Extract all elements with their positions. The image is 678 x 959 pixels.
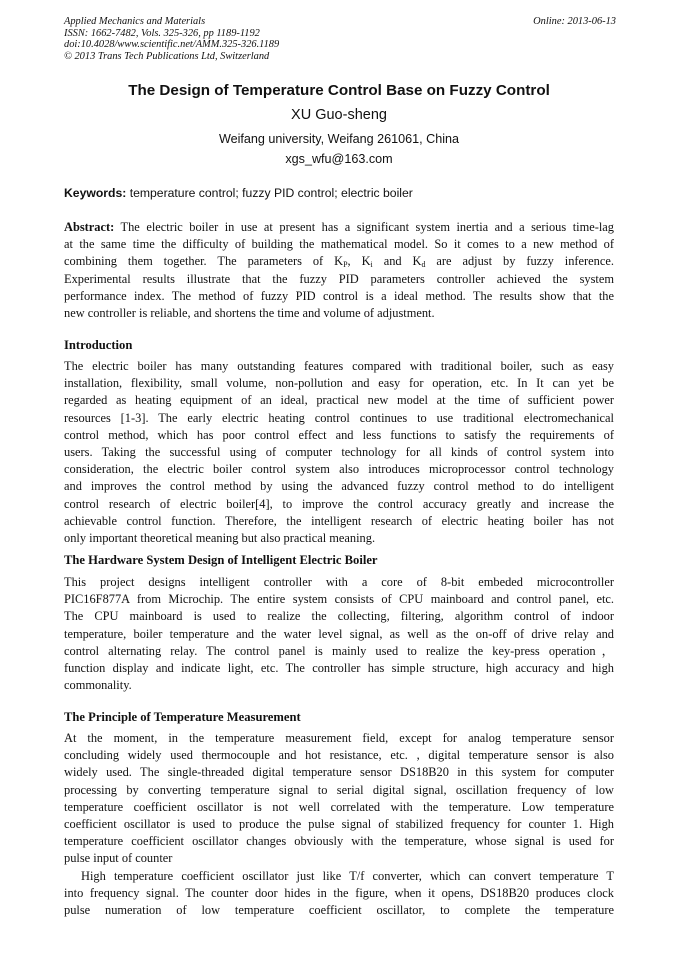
- paper-affiliation: Weifang university, Weifang 261061, China: [218, 132, 460, 146]
- text-line: control method, which has poor control effect and less functions to satisfy the requirements of: [64, 427, 614, 442]
- text-line: function display and indicate light, etc. The controller has simple structure, high accuracy and high: [64, 660, 614, 675]
- text-line: temperature coefficient oscillator is not well correlated with the temperature. Low temperature: [64, 799, 614, 814]
- journal-doi[interactable]: doi:10.4028/www.scientific.net/AMM.325-326.1189: [64, 39, 280, 51]
- journal-issn: ISSN: 1662-7482, Vols. 325-326, pp 1189-1192: [64, 27, 260, 39]
- abstract-line: at the same time the difficulty of building the mathematical model. So it comes to a new method of: [64, 237, 614, 252]
- abstract-line: new controller is reliable, and shortens the time and volume of adjustment.: [64, 305, 435, 320]
- text-line: This project designs intelligent controller with a core of 8-bit embeded microcontroller: [64, 575, 614, 589]
- text-line: temperature, boiler temperature and the water level signal, as well as the on-off of drive relay and: [64, 626, 614, 641]
- keywords-label: Keywords:: [64, 186, 127, 200]
- text-line: processing by converting temperature signal to serial digital signal, oscillation frequency of low: [64, 782, 614, 797]
- online-date: Online: 2013-06-13: [533, 16, 616, 27]
- introduction-paragraph: [64, 358, 614, 547]
- text-line: At the moment, in the temperature measurement field, except for analog temperature sensor: [64, 731, 614, 745]
- text-line: regarded as heating equipment of an ideal, practical new model at the time of sufficient power: [64, 393, 614, 408]
- text-line: coefficient oscillator is used to produce the pulse signal of stabilized frequency for counter 1. High: [64, 816, 614, 831]
- abstract-line: combining them together. The parameters of $K_P$, $K_i$ and $K_d$ are adjust by fuzzy inference.: [64, 254, 614, 270]
- abstract-line: performance index. The method of fuzzy PID control is a ideal method. The results show that the: [64, 288, 614, 303]
- abstract-paragraph: [64, 219, 614, 322]
- text-line: only important theoretical meaning but also practical meaning.: [64, 530, 376, 545]
- author-email[interactable]: xgs_wfu@163.com: [285, 152, 393, 166]
- text-line: temperature coefficient oscillator changes obviously with the temperature, whose signal is used for: [64, 834, 614, 849]
- section-heading-introduction: Introduction: [64, 338, 133, 352]
- text-line: commonality.: [64, 678, 132, 693]
- abstract-line: Experimental results illustrate that the fuzzy PID parameters controller achieved the system: [64, 271, 614, 286]
- abstract-line: Abstract: The electric boiler in use at present has a significant system inertia and a serious time-lag: [64, 220, 614, 234]
- text-line: PIC16F877A from Microchip. The entire system consists of CPU mainboard and control panel, etc.: [64, 592, 614, 607]
- text-line: The electric boiler has many outstanding features compared with traditional boiler, such as easy: [64, 359, 614, 373]
- measurement-paragraph: [64, 730, 614, 919]
- keywords: [64, 186, 614, 200]
- abstract-label: Abstract:: [64, 220, 115, 234]
- journal-copyright: © 2013 Trans Tech Publications Ltd, Switzerland: [64, 50, 270, 62]
- paper-title: The Design of Temperature Control Base on Fuzzy Control: [128, 82, 550, 99]
- text-line: High temperature coefficient oscillator just like T/f converter, which can convert temperature T: [81, 868, 614, 883]
- text-line: achievable control function. Therefore, the intelligent research of electric heating boiler has not: [64, 513, 614, 528]
- text-line: concluding widely used thermocouple and hot resistance, etc. , digital temperature sensor is also: [64, 748, 614, 763]
- text-line: and improves the control method by using the advanced fuzzy control method to do intelligent: [64, 479, 614, 494]
- hardware-paragraph: [64, 574, 614, 694]
- text-line: pulse numeration of low temperature coefficient oscillator, to complete the temperature: [64, 902, 614, 917]
- text-line: control alternating relay. The control panel is mainly used to realize the key-press operation，: [64, 643, 614, 658]
- text-line: users. Taking the successful using of computer technology for all kinds of control system into: [64, 444, 614, 459]
- text-line: consideration, the electric boiler control system also introduces microprocessor control technology: [64, 462, 614, 477]
- text-line: installation, flexibility, small volume, non-pollution and easy for operation, etc. In It can yet be: [64, 376, 614, 391]
- section-heading-temperature-measurement: The Principle of Temperature Measurement: [64, 710, 301, 724]
- paper-author: XU Guo-sheng: [291, 107, 387, 123]
- text-line: widely used. The single-threaded digital temperature sensor DS18B20 in this system for computer: [64, 765, 614, 780]
- text-line: The CPU mainboard is used to realize the collecting, filtering, algorithm control of indoor: [64, 609, 614, 624]
- text-line: into frequency signal. The counter door hides in the figure, when it opens, DS18B20 produces clock: [64, 885, 614, 900]
- keywords-text: temperature control; fuzzy PID control; electric boiler: [129, 186, 413, 200]
- journal-name: Applied Mechanics and Materials: [64, 16, 206, 27]
- journal-header: [64, 16, 616, 62]
- section-heading-hardware: The Hardware System Design of Intelligent Electric Boiler: [64, 553, 378, 567]
- text-line: control research of electric boiler[4], to improve the control accuracy greatly and increase the: [64, 496, 614, 511]
- text-line: pulse input of counter: [64, 851, 173, 866]
- text-line: resources [1-3]. The early electric heating control continues to use traditional electromechanical: [64, 410, 614, 425]
